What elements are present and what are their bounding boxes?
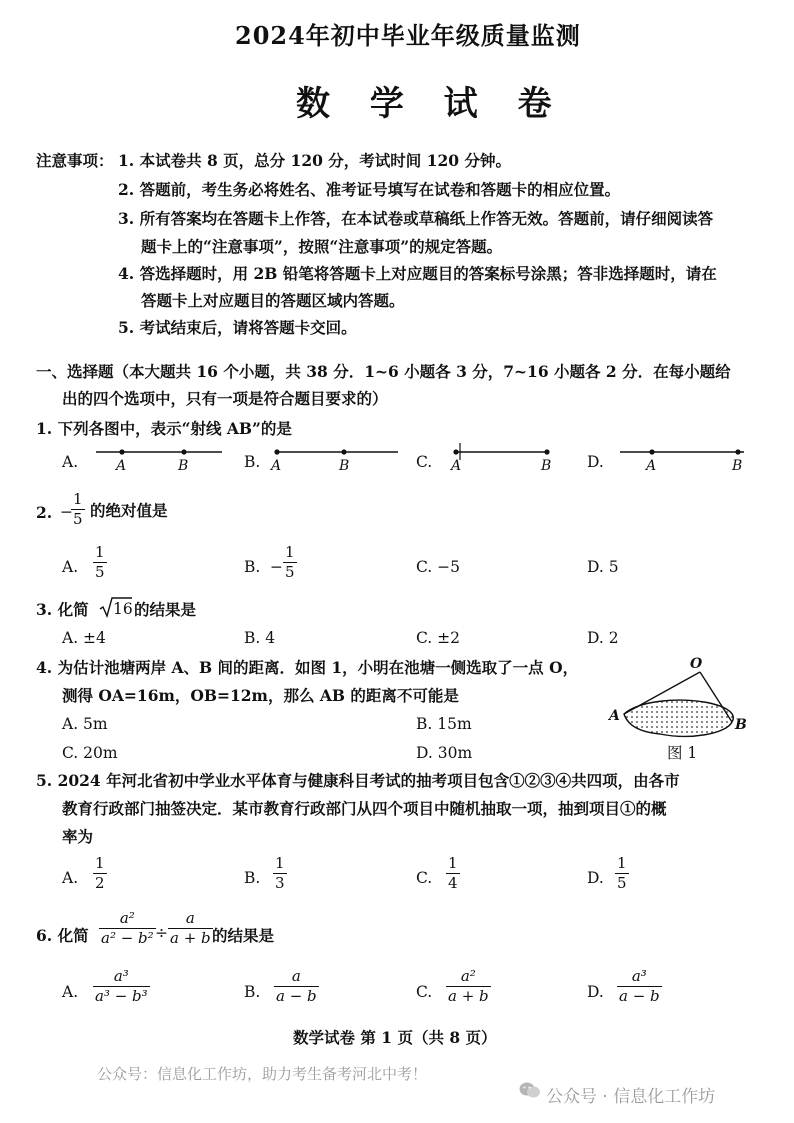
q1-b-point-b: B (339, 458, 350, 474)
q5-option-b-value: $\frac{1}{3}$ (275, 854, 285, 892)
page-footer: 数学试卷 第 1 页（共 8 页） (293, 1028, 497, 1047)
q2-fraction-den: 5 (73, 509, 83, 528)
q2-option-a-value: $\frac{1}{5}$ (95, 543, 105, 581)
notice-item: 5. 考试结束后，请将答题卡交回。 (118, 318, 357, 337)
q5-stem-line3: 率为 (62, 827, 94, 846)
pond-point-o: O (690, 656, 703, 672)
q6-option-b-label: B. (244, 983, 261, 1001)
q5-stem-line2: 教育行政部门抽签决定．某市教育行政部门从四个项目中随机抽取一项，抽到项目①的概 (62, 799, 667, 818)
notice-item: 4. 答选择题时，用 2B 铅笔将答题卡上对应题目的答案标号涂黑；答非选择题时，请在 (118, 264, 717, 283)
q1-option-d-label: D. (587, 453, 604, 471)
q3-option-d: D. 2 (587, 629, 619, 647)
q4-stem-line2: 测得 OA=16m，OB=12m，那么 AB 的距离不可能是 (62, 686, 459, 705)
section-heading: 一、选择题（本大题共 16 个小题，共 38 分．1~6 小题各 3 分，7~16 小题各 2 分．在每小题给 (36, 362, 731, 381)
pond-point-a: A (609, 708, 620, 724)
subject-title: 数 学 试 卷 (296, 84, 566, 124)
q6-option-a-label: A. (62, 983, 79, 1001)
watermark-right: 公众号 · 信息化工作坊 (546, 1087, 716, 1107)
q2-fraction-num: 1 (73, 490, 83, 508)
q1-c-point-b: B (541, 458, 552, 474)
q1-d-point-a: A (646, 458, 657, 474)
q1-a-point-a: A (116, 458, 127, 474)
q6-fraction-1: $\frac{\text{a²}}{\text{a² − b²}}$ (101, 909, 154, 947)
notice-item: 题卡上的“注意事项”，按照“注意事项”的规定答题。 (141, 237, 503, 256)
q4-option-b: B. 15m (416, 715, 472, 733)
notice-item: 答题卡上对应题目的答题区域内答题。 (141, 291, 405, 310)
q3-radicand: 16 (113, 600, 133, 618)
q2-option-b-minus: − (270, 558, 283, 576)
q2-stem: 的绝对值是 (90, 501, 168, 520)
watermark-left: 公众号：信息化工作坊，助力考生备考河北中考！ (97, 1065, 428, 1083)
q6-option-c-value: $\frac{\text{a²}}{a + b}$ (448, 967, 489, 1005)
q3-stem-head: 3. 化简 (36, 600, 89, 619)
q3-option-a: A. ±4 (62, 629, 106, 647)
q2-fraction (71, 491, 85, 527)
q1-figure-a (96, 449, 222, 454)
q4-option-d: D. 30m (416, 744, 473, 762)
section-heading-cont: 出的四个选项中，只有一项是符合题目要求的） (62, 389, 388, 408)
q5-option-b-label: B. (244, 869, 261, 887)
q1-option-a-label: A. (62, 453, 79, 471)
q3-option-c: C. ±2 (416, 629, 461, 647)
q1-stem: 1. 下列各图中，表示“射线 AB”的是 (36, 419, 292, 438)
q6-option-b-value: $\frac{a}{a - b}$ (276, 967, 317, 1005)
q6-stem-head: 6. 化简 (36, 926, 89, 945)
q6-fraction-2: $\frac{a}{a + b}$ (170, 909, 211, 947)
q5-option-d-value: $\frac{1}{5}$ (617, 854, 627, 892)
q3-option-b: B. 4 (244, 629, 276, 647)
q5-option-a-label: A. (62, 869, 79, 887)
q5-option-c-value: $\frac{1}{4}$ (448, 854, 458, 892)
q1-d-point-b: B (732, 458, 743, 474)
q4-stem-line1: 4. 为估计池塘两岸 A、B 间的距离．如图 1，小明在池塘一侧选取了一点 O， (36, 658, 579, 677)
q6-divide: ÷ (155, 924, 168, 942)
q1-option-c-label: C. (416, 453, 433, 471)
q3-stem-tail: 的结果是 (134, 600, 197, 619)
q6-option-a-value: $\frac{\text{a³}}{\text{a³ − b³}}$ (95, 967, 148, 1005)
q1-b-point-a: A (271, 458, 282, 474)
q6-option-c-label: C. (416, 983, 433, 1001)
notice-item: 2. 答题前，考生务必将姓名、准考证号填写在试卷和答题卡的相应位置。 (118, 180, 621, 199)
q2-option-d: D. 5 (587, 558, 619, 576)
q5-stem-line1: 5. 2024 年河北省初中学业水平体育与健康科目考试的抽考项目包含①②③④共四项，由各市 (36, 771, 680, 790)
pond-point-b: B (735, 717, 747, 733)
q2-option-b-label: B. (244, 558, 261, 576)
q2-number: 2. (36, 503, 53, 522)
notice-item: 3. 所有答案均在答题卡上作答，在本试卷或草稿纸上作答无效。答题前，请仔细阅读答 (118, 209, 714, 228)
notice-item: 1. 本试卷共 8 页，总分 120 分，考试时间 120 分钟。 (118, 151, 511, 170)
q4-option-c: C. 20m (62, 744, 118, 762)
q6-option-d-label: D. (587, 983, 604, 1001)
figure-caption: 图 1 (667, 744, 698, 762)
q1-option-b-label: B. (244, 453, 261, 471)
notice-label: 注意事项： (36, 151, 114, 170)
q5-option-c-label: C. (416, 869, 433, 887)
q2-option-b-value: $\frac{1}{5}$ (285, 543, 295, 581)
q2-minus: − (60, 503, 73, 521)
q1-c-point-a: A (451, 458, 462, 474)
q5-option-d-label: D. (587, 869, 604, 887)
q5-option-a-value: $\frac{1}{2}$ (95, 854, 105, 892)
q1-figure-c (453, 443, 549, 460)
q1-figure-b (274, 449, 398, 454)
q6-option-d-value: $\frac{\text{a³}}{a - b}$ (619, 967, 660, 1005)
q1-a-point-b: B (178, 458, 189, 474)
q4-option-a: A. 5m (62, 715, 108, 733)
exam-title: 2024年初中毕业年级质量监测 (235, 21, 581, 50)
q2-option-a-label: A. (62, 558, 79, 576)
wechat-icon (519, 1081, 539, 1097)
q2-option-c: C. −5 (416, 558, 461, 576)
q1-figure-d (620, 449, 744, 454)
q6-stem-tail: 的结果是 (212, 926, 275, 945)
